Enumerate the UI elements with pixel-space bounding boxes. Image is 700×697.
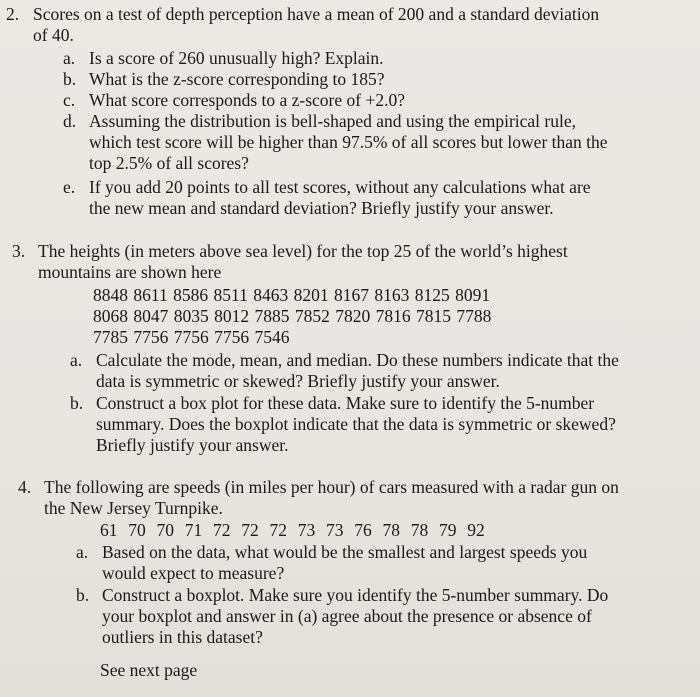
part-label: c.	[63, 90, 76, 110]
part-text-line: Construct a boxplot. Make sure you identify the 5-number summary. Do	[102, 585, 609, 605]
question-number: 4.	[18, 477, 32, 497]
part-text-line: would expect to measure?	[102, 563, 285, 583]
part-text-line: Is a score of 260 unusually high? Explain.	[89, 48, 384, 68]
part-text-line: which test score will be higher than 97.5% of all scores but lower than the	[89, 132, 608, 152]
part-label: a.	[76, 542, 89, 562]
part-label: b.	[76, 585, 90, 605]
part-text-line: Briefly justify your answer.	[96, 435, 289, 455]
part-text-line: Based on the data, what would be the smallest and largest speeds you	[102, 542, 588, 562]
part-text-line: outliers in this dataset?	[102, 627, 263, 647]
part-label: a.	[70, 350, 83, 370]
part-text-line: Assuming the distribution is bell-shaped and using the empirical rule,	[89, 111, 577, 131]
part-label: b.	[63, 69, 77, 89]
part-label: e.	[63, 177, 76, 197]
question-stem-line: The following are speeds (in miles per hour) of cars measured with a radar gun on	[44, 477, 619, 497]
data-line: 8068 8047 8035 8012 7885 7852 7820 7816 7815 7788	[93, 306, 492, 326]
part-text-line: Calculate the mode, mean, and median. Do these numbers indicate that the	[96, 350, 619, 370]
part-text-line: Construct a box plot for these data. Make sure to identify the 5-number	[96, 393, 595, 413]
part-label: a.	[63, 48, 76, 68]
part-text-line: your boxplot and answer in (a) agree about the presence or absence of	[102, 606, 592, 626]
part-text-line: top 2.5% of all scores?	[89, 153, 249, 173]
data-line: 7785 7756 7756 7756 7546	[93, 327, 290, 347]
question-stem-line: Scores on a test of depth perception have a mean of 200 and a standard deviation	[33, 4, 600, 24]
data-line: 61 70 70 71 72 72 72 73 73 76 78 78 79 92	[100, 520, 485, 540]
part-text-line: the new mean and standard deviation? Briefly justify your answer.	[89, 198, 554, 218]
part-text-line: If you add 20 points to all test scores, without any calculations what are	[89, 177, 591, 197]
part-text-line: What is the z-score corresponding to 185?	[89, 69, 385, 89]
part-text-line: summary. Does the boxplot indicate that the data is symmetric or skewed?	[96, 414, 616, 434]
part-label: b.	[70, 393, 84, 413]
question-stem-line: mountains are shown here	[38, 262, 222, 282]
part-label: d.	[63, 111, 77, 131]
question-stem-line: the New Jersey Turnpike.	[44, 498, 223, 518]
question-number: 3.	[12, 241, 26, 261]
question-number: 2.	[6, 4, 20, 24]
part-text-line: data is symmetric or skewed? Briefly justify your answer.	[96, 371, 500, 391]
question-stem-line: of 40.	[33, 25, 74, 45]
see-next-page-note: See next page	[100, 660, 198, 680]
question-stem-line: The heights (in meters above sea level) for the top 25 of the world’s highest	[38, 241, 568, 261]
part-text-line: What score corresponds to a z-score of +2.0?	[89, 90, 405, 110]
data-line: 8848 8611 8586 8511 8463 8201 8167 8163 8125 8091	[93, 285, 491, 305]
